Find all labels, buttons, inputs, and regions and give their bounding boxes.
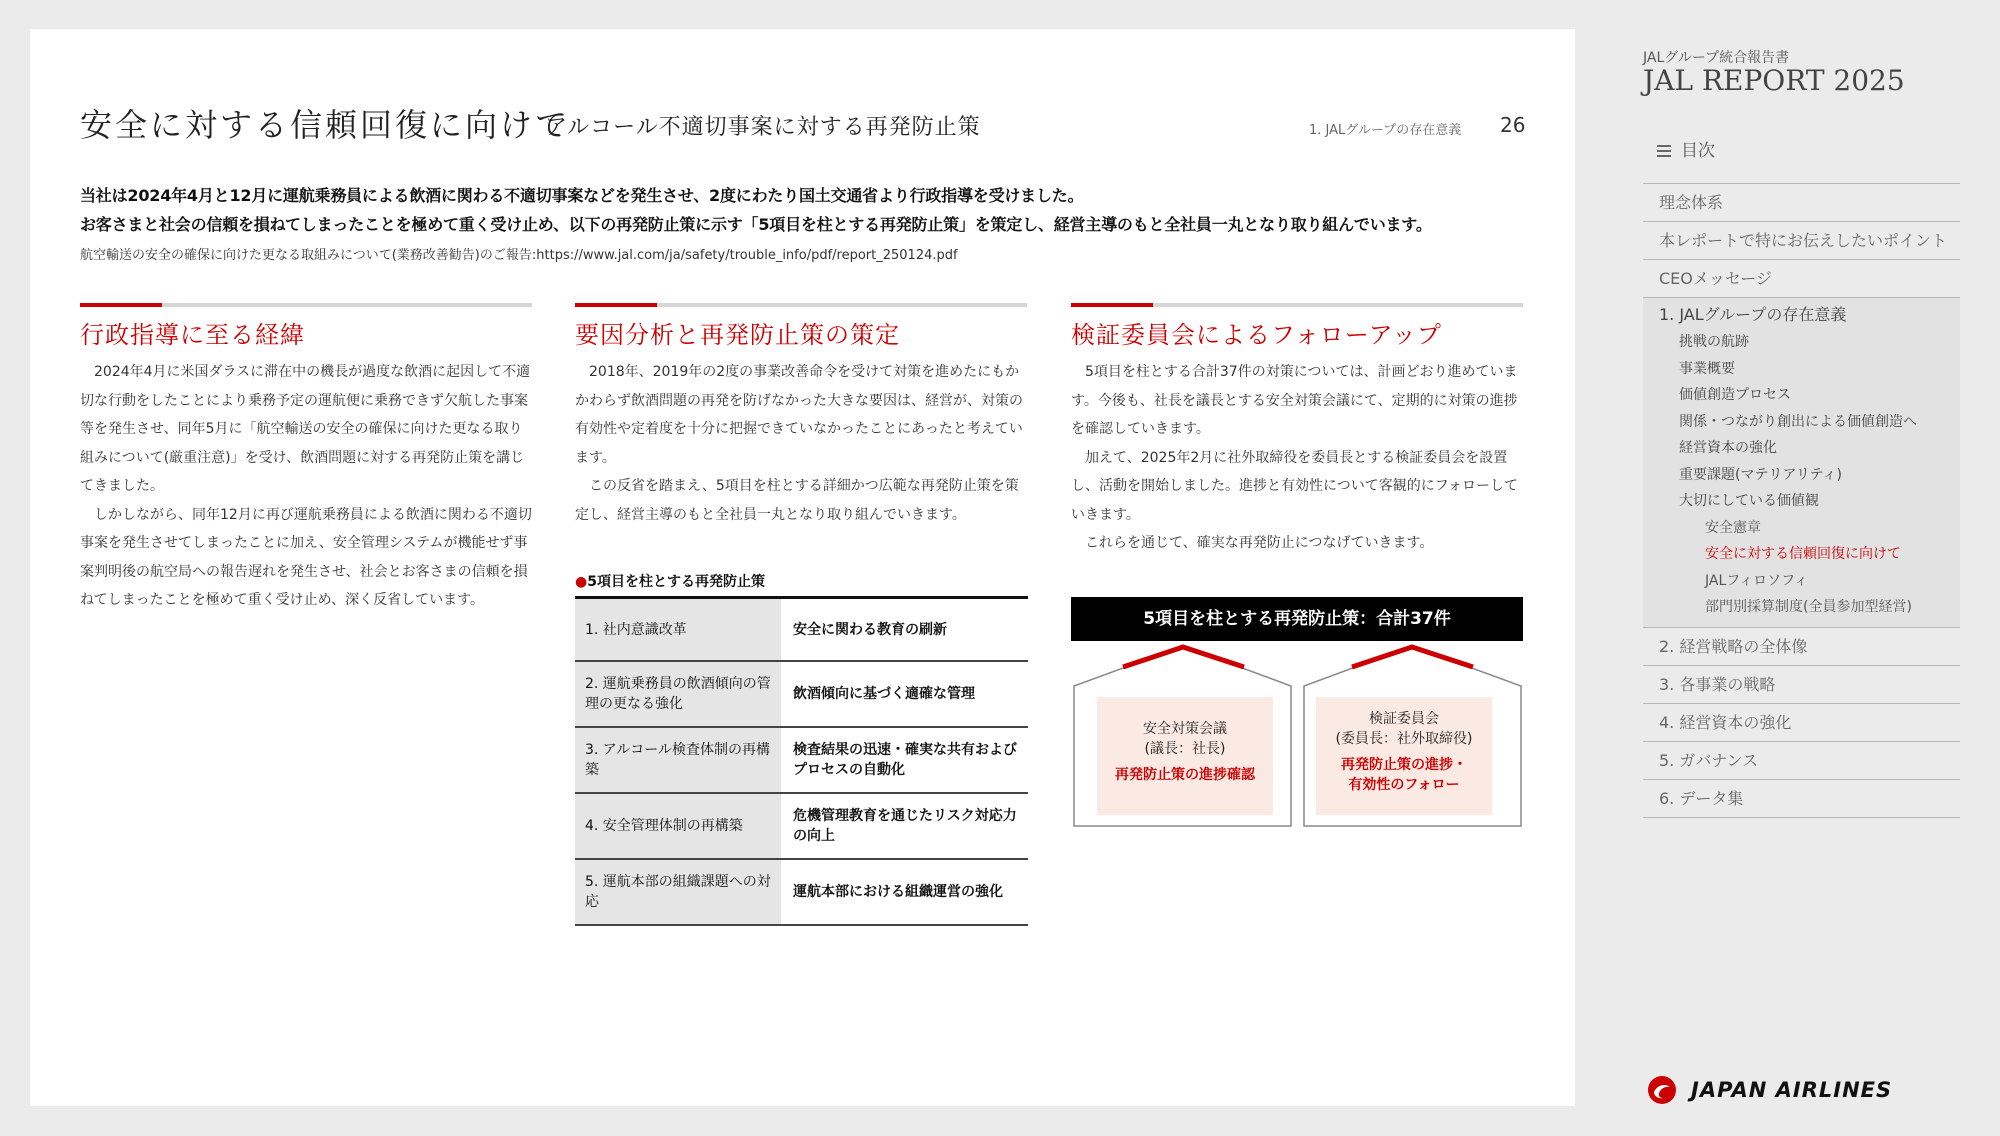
paragraph: この反省を踏まえ、5項目を柱とする詳細かつ広範な再発防止策を策定し、経営主導のもと全社員一丸となり取り組んでいきます。 [575, 478, 1019, 523]
measures-table [575, 596, 1028, 926]
box-role-line-2: 有効性のフォロー [1348, 777, 1460, 793]
table-row [575, 793, 1028, 859]
measure-item: 5. 運航本部の組織課題への対応 [575, 859, 782, 925]
jal-logo[interactable] [1647, 1075, 1892, 1105]
nav-sub-sub-item[interactable]: 安全憲章 [1705, 519, 1761, 536]
column-heading-3 [1071, 303, 1523, 350]
page-subtitle: アルコール不適切事案に対する再発防止策 [545, 115, 981, 140]
section-name: 1. JALグループの存在意義 [1309, 123, 1462, 138]
table-caption [575, 571, 765, 591]
toc-nav [1643, 183, 1960, 818]
measure-detail: 運航本部における組織運営の強化 [782, 859, 1028, 925]
heading-rule [575, 303, 1027, 307]
page-title: 安全に対する信頼回復に向けて [80, 106, 571, 144]
nav-sub-item[interactable]: 挑戦の航跡 [1679, 334, 1749, 350]
nav-sub-sub-item[interactable]: 部門別採算制度(全員参加型経営) [1705, 599, 1912, 615]
paragraph: 加えて、2025年2月に社外取締役を委員長とする検証委員会を設置し、活動を開始しました。進捗と有効性について客観的にフォローしていきます。 [1071, 449, 1519, 523]
lead-line-1: 当社は2024年4月と12月に運航乗務員による飲酒に関わる不適切事案などを発生させ、2度にわたり国土交通省より行政指導を受けました。 [80, 186, 1084, 205]
nav-sub-item[interactable]: 事業概要 [1679, 360, 1735, 377]
nav-sub-item[interactable]: 大切にしている価値観 [1679, 493, 1819, 509]
nav-item[interactable]: 3. 各事業の戦略 [1643, 666, 1960, 704]
column-body-1 [80, 358, 532, 615]
column-heading-2 [575, 303, 1027, 350]
report-title[interactable]: JAL REPORT 2025 [1643, 64, 1905, 97]
box-subtitle: (議長：社長) [1144, 741, 1226, 757]
paragraph: 5項目を柱とする合計37件の対策については、計画どおり進めています。今後も、社長を議長とする安全対策会議にて、定期的に対策の進捗を確認していきます。 [1071, 364, 1518, 437]
page-number: 26 [1500, 113, 1526, 137]
table-row [575, 859, 1028, 925]
measure-item: 2. 運航乗務員の飲酒傾向の管理の更なる強化 [575, 661, 782, 727]
lead-line-2: お客さまと社会の信頼を損ねてしまったことを極めて重く受け止め、以下の再発防止策に示す「5項目を柱とする再発防止策」を策定し、経営主導のもと全社員一丸となり取り組んでいます。 [80, 215, 1432, 234]
box-role: 再発防止策の進捗確認 [1115, 767, 1255, 783]
nav-group-current [1643, 298, 1960, 628]
box-title: 検証委員会 [1369, 711, 1439, 727]
column-title: 要因分析と再発防止策の策定 [575, 321, 900, 349]
verification-committee-box [1316, 697, 1492, 815]
paragraph: 2018年、2019年の2度の事業改善命令を受けて対策を進めたにもかかわらず飲酒問題の再発を防げなかった大きな要因は、経営が、対策の有効性や定着度を十分に把握できていなかったことにあったと考えています。 [575, 364, 1023, 466]
nav-item[interactable]: 4. 経営資本の強化 [1643, 704, 1960, 742]
heading-rule [80, 303, 532, 307]
column-body-2 [575, 358, 1027, 529]
toc-label: 目次 [1681, 141, 1715, 161]
box-role-line-1: 再発防止策の進捗・ [1341, 757, 1467, 773]
measure-detail: 危機管理教育を通じたリスク対応力の向上 [782, 793, 1028, 859]
safety-council-box [1097, 697, 1273, 815]
paragraph: しかしながら、同年12月に再び運航乗務員による飲酒に関わる不適切事案を発生させてしまったことに加え、安全管理システムが機能せず事案判明後の航空局への報告遅れを発生させ、社会とお客さまの信頼を損ねてしまったことを極めて重く受け止め、深く反省しています。 [80, 506, 532, 608]
table-row [575, 727, 1028, 793]
table-row [575, 598, 1028, 662]
logo-text: JAPAN AIRLINES [1691, 1078, 1893, 1102]
toc-button[interactable] [1657, 136, 1715, 161]
measure-item: 4. 安全管理体制の再構築 [575, 793, 782, 859]
heading-rule [1071, 303, 1523, 307]
nav-sub-item[interactable]: 価値創造プロセス [1679, 387, 1791, 403]
column-title: 行政指導に至る経緯 [80, 321, 305, 349]
table-row [575, 661, 1028, 727]
nav-sub-item[interactable]: 関係・つながり創出による価値創造へ [1679, 413, 1917, 430]
nav-item[interactable]: 5. ガバナンス [1643, 742, 1960, 780]
box-title: 安全対策会議 [1143, 721, 1227, 737]
measure-detail: 安全に関わる教育の刷新 [782, 598, 1028, 662]
column-body-3 [1071, 358, 1523, 558]
crane-logo-icon [1647, 1075, 1677, 1105]
nav-sub-item[interactable]: 重要課題(マテリアリティ) [1679, 466, 1842, 483]
column-title: 検証委員会によるフォローアップ [1071, 321, 1442, 349]
table-caption-text: 5項目を柱とする再発防止策 [587, 574, 765, 590]
nav-group-title[interactable]: 1. JALグループの存在意義 [1659, 305, 1847, 324]
measure-item: 3. アルコール検査体制の再構築 [575, 727, 782, 793]
measure-item: 1. 社内意識改革 [575, 598, 782, 662]
nav-item[interactable]: 理念体系 [1643, 183, 1960, 222]
nav-sub-sub-item-active[interactable]: 安全に対する信頼回復に向けて [1705, 546, 1901, 562]
nav-item[interactable]: 2. 経営戦略の全体像 [1643, 628, 1960, 666]
measure-detail: 飲酒傾向に基づく適確な管理 [782, 661, 1028, 727]
nav-item[interactable]: CEOメッセージ [1643, 260, 1960, 298]
reference-note-link[interactable]: 航空輸送の安全の確保に向けた更なる取組みについて(業務改善勧告)のご報告:https://www.jal.com/ja/safety/trouble_info/pdf/report_250124.pdf [80, 248, 958, 263]
measure-detail: 検査結果の迅速・確実な共有およびプロセスの自動化 [782, 727, 1028, 793]
report-series-label: JALグループ統合報告書 [1643, 50, 1790, 66]
nav-sub-item[interactable]: 経営資本の強化 [1679, 440, 1777, 456]
nav-item[interactable]: 本レポートで特にお伝えしたいポイント [1643, 222, 1960, 260]
nav-sub-sub-item[interactable]: JALフィロソフィ [1705, 572, 1809, 589]
nav-item[interactable]: 6. データ集 [1643, 780, 1960, 818]
menu-icon [1657, 142, 1671, 160]
bullet-dot: ● [575, 574, 588, 590]
paragraph: これらを通じて、確実な再発防止につなげていきます。 [1085, 535, 1434, 551]
diagram-bar: 5項目を柱とする再発防止策：合計37件 [1071, 597, 1523, 641]
box-subtitle: (委員長：社外取締役) [1335, 731, 1473, 747]
paragraph: 2024年4月に米国ダラスに滞在中の機長が過度な飲酒に起因して不適切な行動をしたことにより乗務予定の運航便に乗務できず欠航した事案等を発生させ、同年5月に「航空輸送の安全の確保に向けた更なる取り組みについて(厳重注意)」を受け、飲酒問題に対する再発防止策を講じてきました。 [80, 364, 531, 494]
column-heading-1 [80, 303, 532, 350]
